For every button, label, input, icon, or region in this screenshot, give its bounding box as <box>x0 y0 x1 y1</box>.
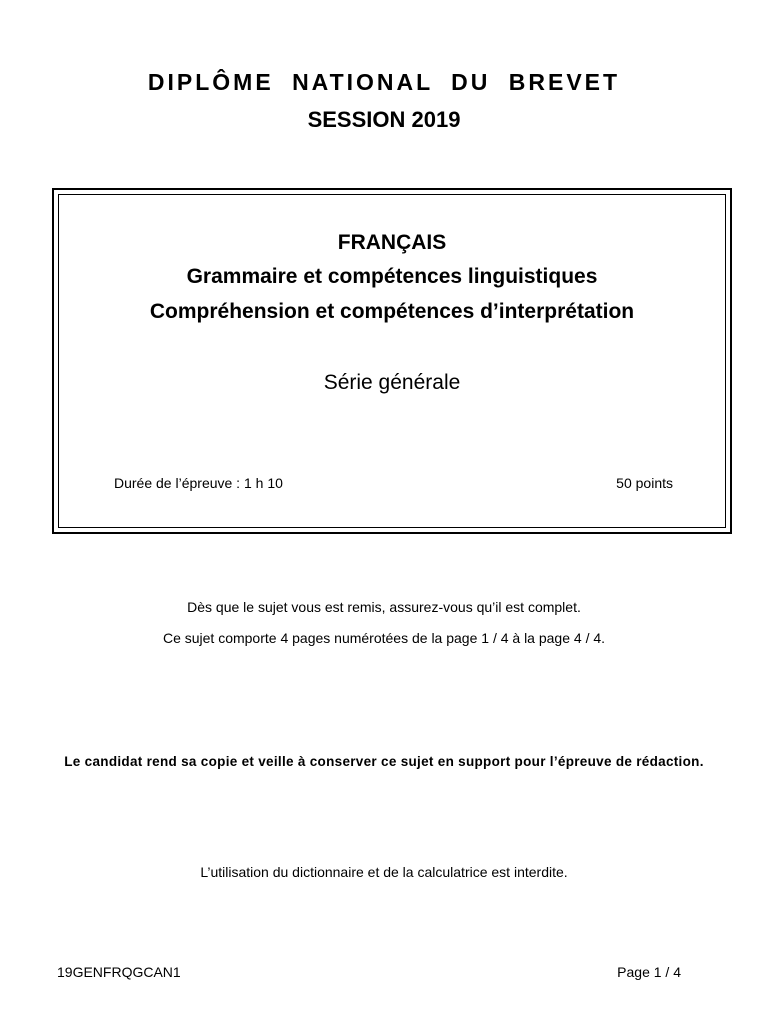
exam-title: DIPLÔME NATIONAL DU BREVET <box>147 69 621 95</box>
exam-points: 50 points <box>616 475 673 491</box>
footer-exam-code: 19GENFRQGCAN1 <box>57 964 181 980</box>
subject-part-grammar: Grammaire et compétences linguistiques <box>186 265 598 288</box>
exam-duration: Durée de l’épreuve : 1 h 10 <box>114 475 283 491</box>
candidate-instruction: Le candidat rend sa copie et veille à conserver ce sujet en support pour l’épreuve de rédaction. <box>64 754 704 769</box>
dictionary-instruction: L’utilisation du dictionnaire et de la calculatrice est interdite. <box>200 864 568 880</box>
footer-page-number: Page 1 / 4 <box>617 964 681 980</box>
subject-part-comprehension: Compréhension et compétences d’interprétation <box>149 300 635 323</box>
notice-page-count: Ce sujet comporte 4 pages numérotées de la page 1 / 4 à la page 4 / 4. <box>162 630 606 646</box>
notice-completeness: Dès que le sujet vous est remis, assurez-vous qu’il est complet. <box>187 599 581 615</box>
subject-title: FRANÇAIS <box>337 231 447 254</box>
series-label: Série générale <box>323 371 461 394</box>
session-label: SESSION 2019 <box>307 107 461 132</box>
